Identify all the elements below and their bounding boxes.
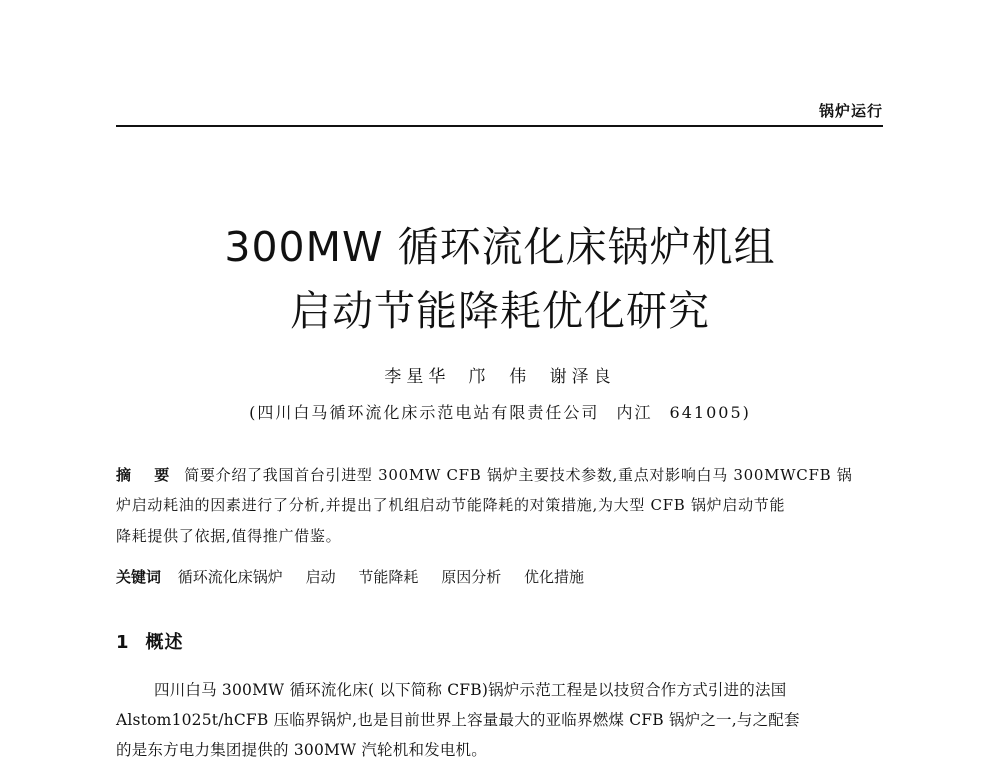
body-paragraph-line-1: 四川白马 300MW 循环流化床( 以下简称 CFB)锅炉示范工程是以技贸合作方式引进的法国 <box>154 681 787 699</box>
running-header: 锅炉运行 <box>818 102 883 120</box>
keyword-item: 优化措施 <box>523 568 584 586</box>
section-title: 概述 <box>145 632 184 653</box>
body-paragraph-line-2: Alstom1025t/hCFB 压临界锅炉,也是目前世界上容量最大的亚临界燃煤 CFB 锅炉之一,与之配套 <box>116 711 800 729</box>
abstract-line-1 <box>116 462 886 488</box>
section-heading <box>116 628 184 654</box>
keyword-item: 循环流化床锅炉 <box>177 568 283 586</box>
authors: 李星华 邝 伟 谢泽良 <box>384 367 616 387</box>
abstract-text-1: 简要介绍了我国首台引进型 300MW CFB 锅炉主要技术参数,重点对影响白马 300MWCFB 锅 <box>184 466 853 484</box>
abstract-line-3: 降耗提供了依据,值得推广借鉴。 <box>116 527 342 545</box>
title-line-1: 300MW 循环流化床锅炉机组 <box>224 223 776 271</box>
header-rule <box>116 125 883 127</box>
keywords <box>116 565 886 589</box>
keyword-item: 启动 <box>305 568 336 586</box>
keyword-item: 节能降耗 <box>358 568 419 586</box>
abstract-line-2: 炉启动耗油的因素进行了分析,并提出了机组启动节能降耗的对策措施,为大型 CFB 锅炉启动节能 <box>116 496 786 514</box>
section-number: 1 <box>116 632 130 653</box>
abstract-label: 摘 要 <box>116 466 179 484</box>
title-line-2: 启动节能降耗优化研究 <box>290 287 710 335</box>
keyword-item: 原因分析 <box>441 568 502 586</box>
body-paragraph-line-3: 的是东方电力集团提供的 300MW 汽轮机和发电机。 <box>116 741 487 759</box>
keywords-label: 关键词 <box>116 568 162 586</box>
affiliation: (四川白马循环流化床示范电站有限责任公司 内江 641005) <box>249 403 751 422</box>
